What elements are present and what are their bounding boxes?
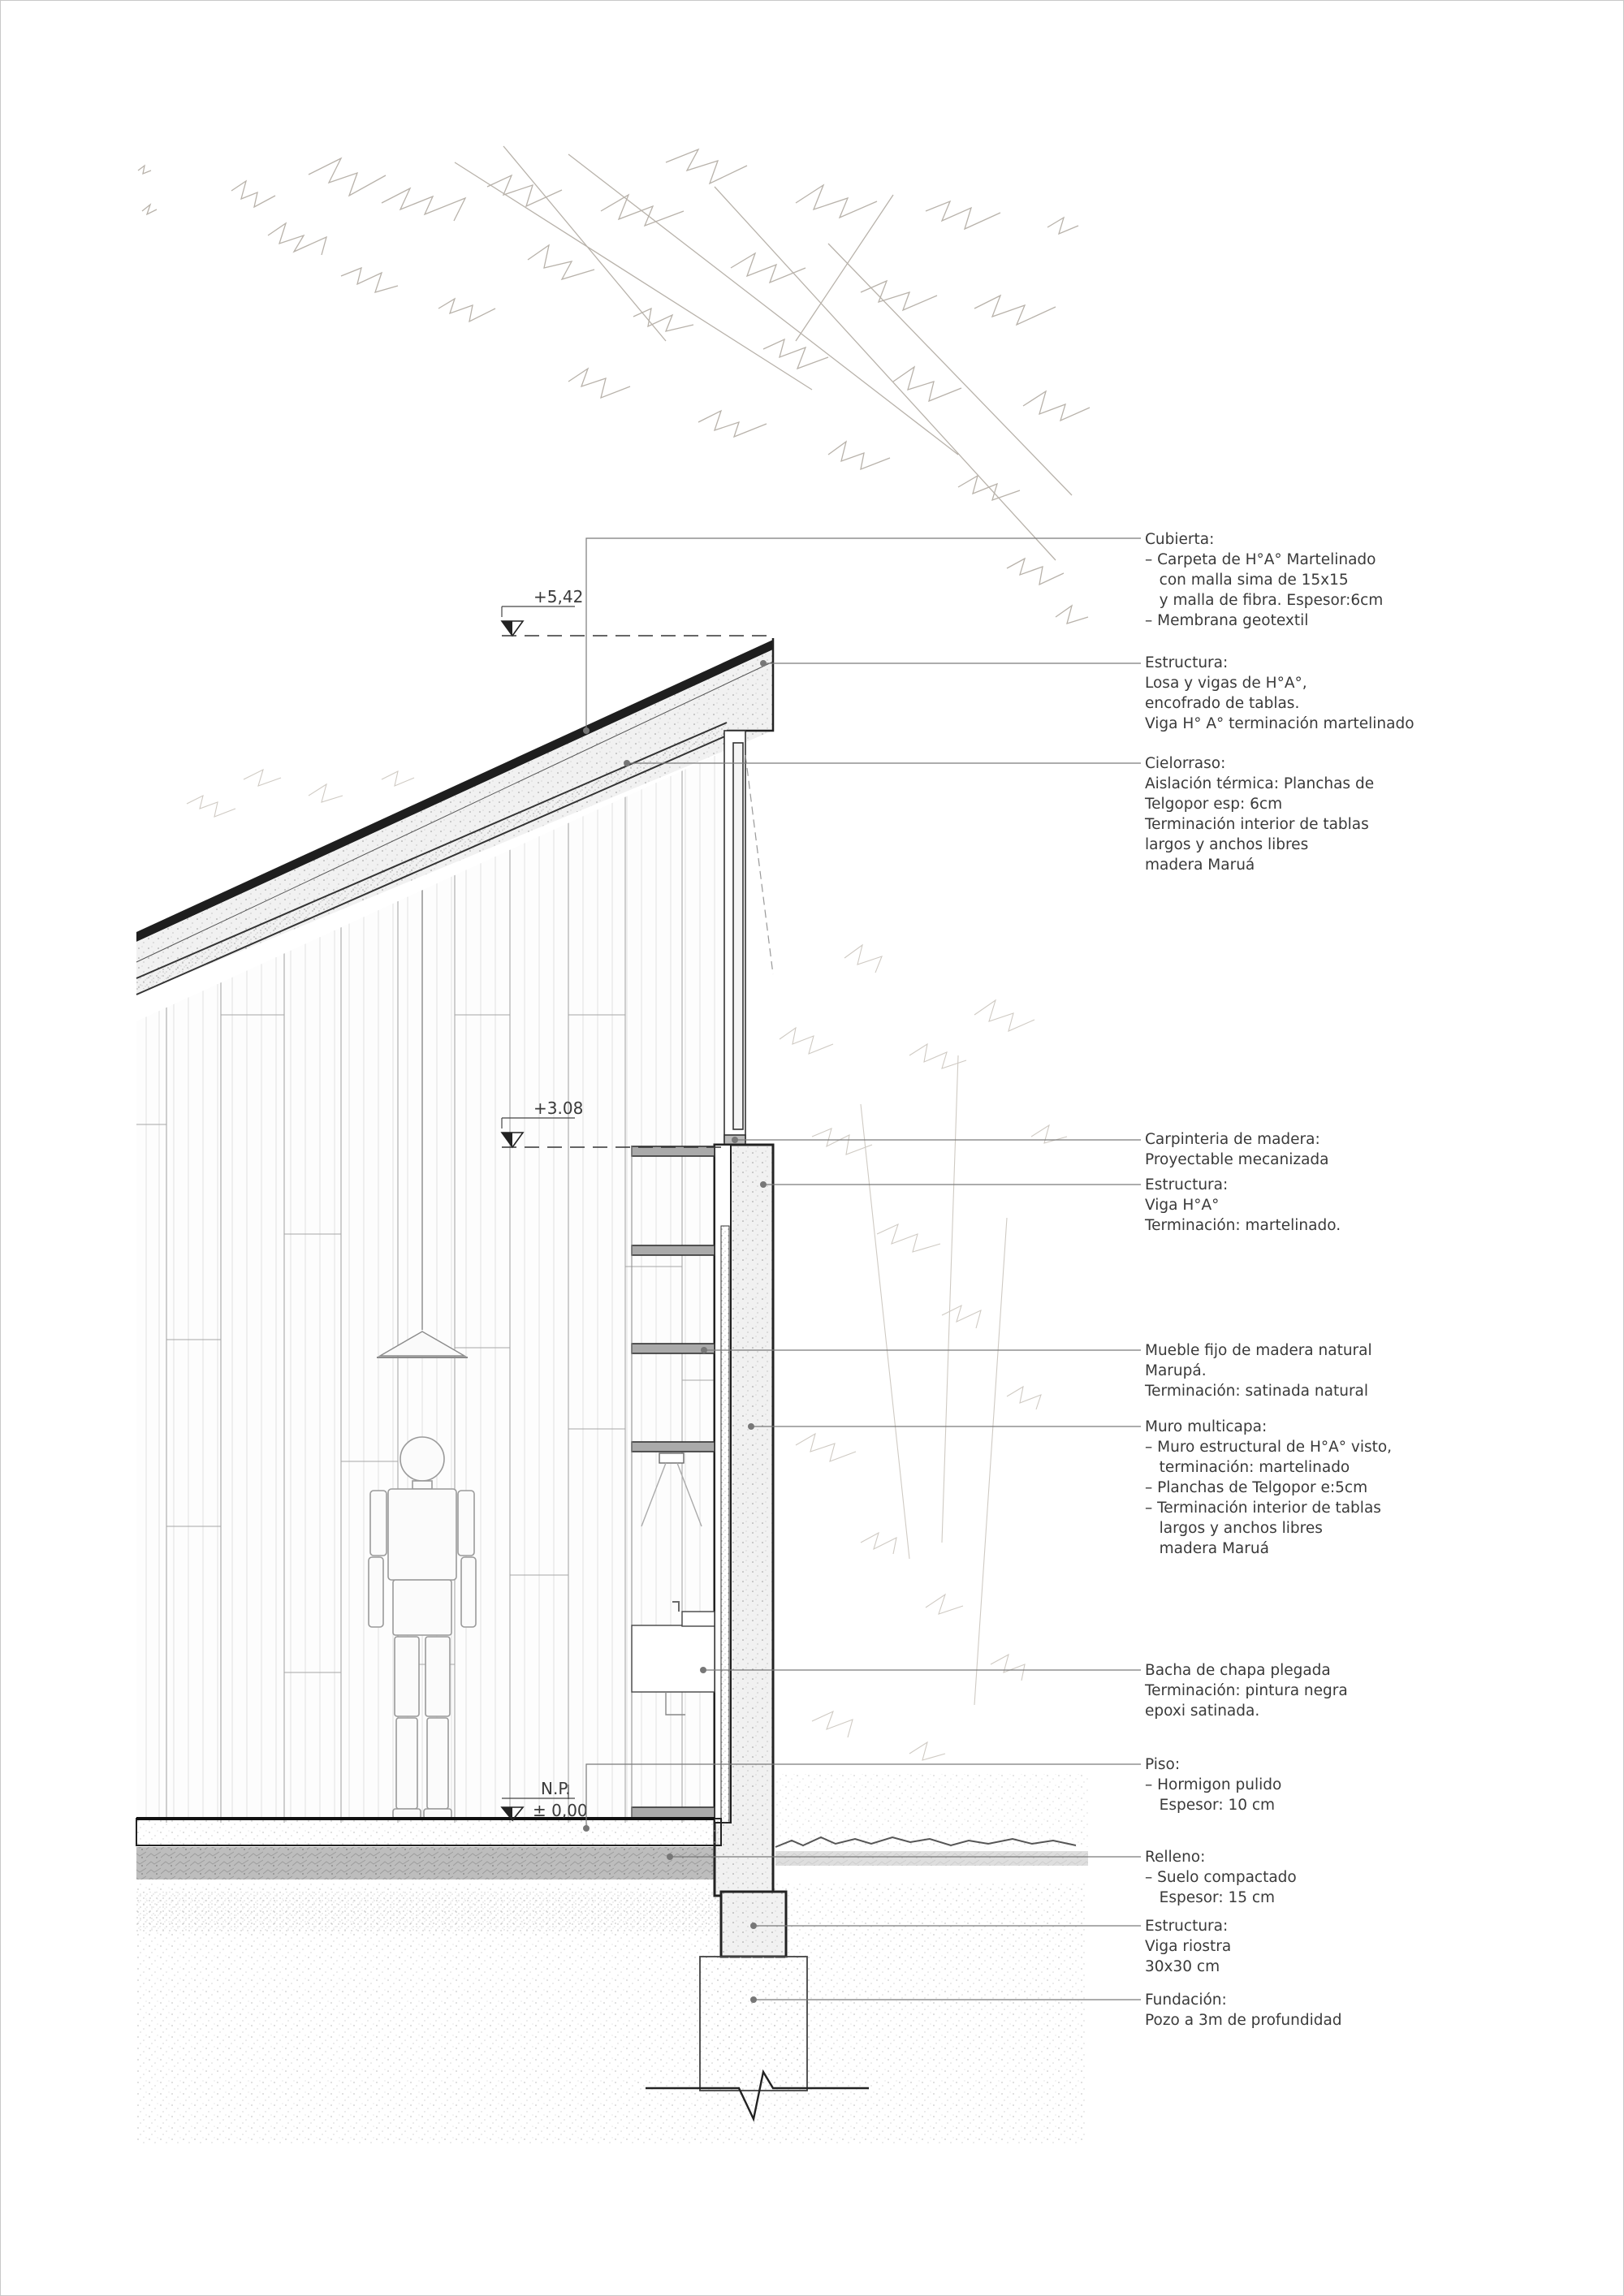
annotation-cubierta: Cubierta: – Carpeta de H°A° Martelinado con malla sima de 15x15 y malla de fibra. Espesor:6cm – Membrana geotextil bbox=[1145, 531, 1384, 629]
annotation-muro: Muro multicapa: – Muro estructural de H°A° visto, terminación: martelinado – Planchas de Telgopor e:5cm – Terminación interior de tablas largos y anchos libres madera Maruá bbox=[1145, 1418, 1393, 1557]
annotation-mueble: Mueble fijo de madera natural Marupá. Terminación: satinada natural bbox=[1145, 1342, 1372, 1400]
annotation-piso: Piso: – Hormigon pulido Espesor: 10 cm bbox=[1145, 1756, 1282, 1814]
annotation-relleno: Relleno: – Suelo compactado Espesor: 15 cm bbox=[1145, 1849, 1297, 1906]
grass-texture bbox=[775, 1774, 1088, 1847]
level-window-text: +3.08 bbox=[533, 1098, 584, 1118]
annotation-cielorraso: Cielorraso: Aislación térmica: Planchas de Telgopor esp: 6cm Terminación interior de tablas largos y anchos libres madera Maruá bbox=[1145, 755, 1375, 874]
multilayer-wall bbox=[715, 1145, 773, 1896]
annotation-estructura-riostra: Estructura: Viga riostra 30x30 cm bbox=[1145, 1918, 1232, 1975]
level-roof-text: +5,42 bbox=[533, 587, 584, 606]
level-floor-np-text: N.P. bbox=[541, 1779, 571, 1798]
level-floor-value-text: ± 0,00 bbox=[533, 1801, 588, 1820]
compacted-fill bbox=[136, 1847, 721, 1880]
floor-slab bbox=[136, 1819, 721, 1845]
annotation-fundacion: Fundación: Pozo a 3m de profundidad bbox=[1145, 1992, 1342, 2029]
annotation-carpinteria: Carpinteria de madera: Proyectable mecanizada bbox=[1145, 1131, 1329, 1168]
annotation-estructura-viga: Estructura: Viga H°A° Terminación: martelinado. bbox=[1145, 1176, 1341, 1234]
annotation-bacha: Bacha de chapa plegada Terminación: pintura negra epoxi satinada. bbox=[1145, 1662, 1348, 1720]
annotation-estructura-losa: Estructura: Losa y vigas de H°A°, encofrado de tablas. Viga H° A° terminación martelinado bbox=[1145, 654, 1415, 732]
